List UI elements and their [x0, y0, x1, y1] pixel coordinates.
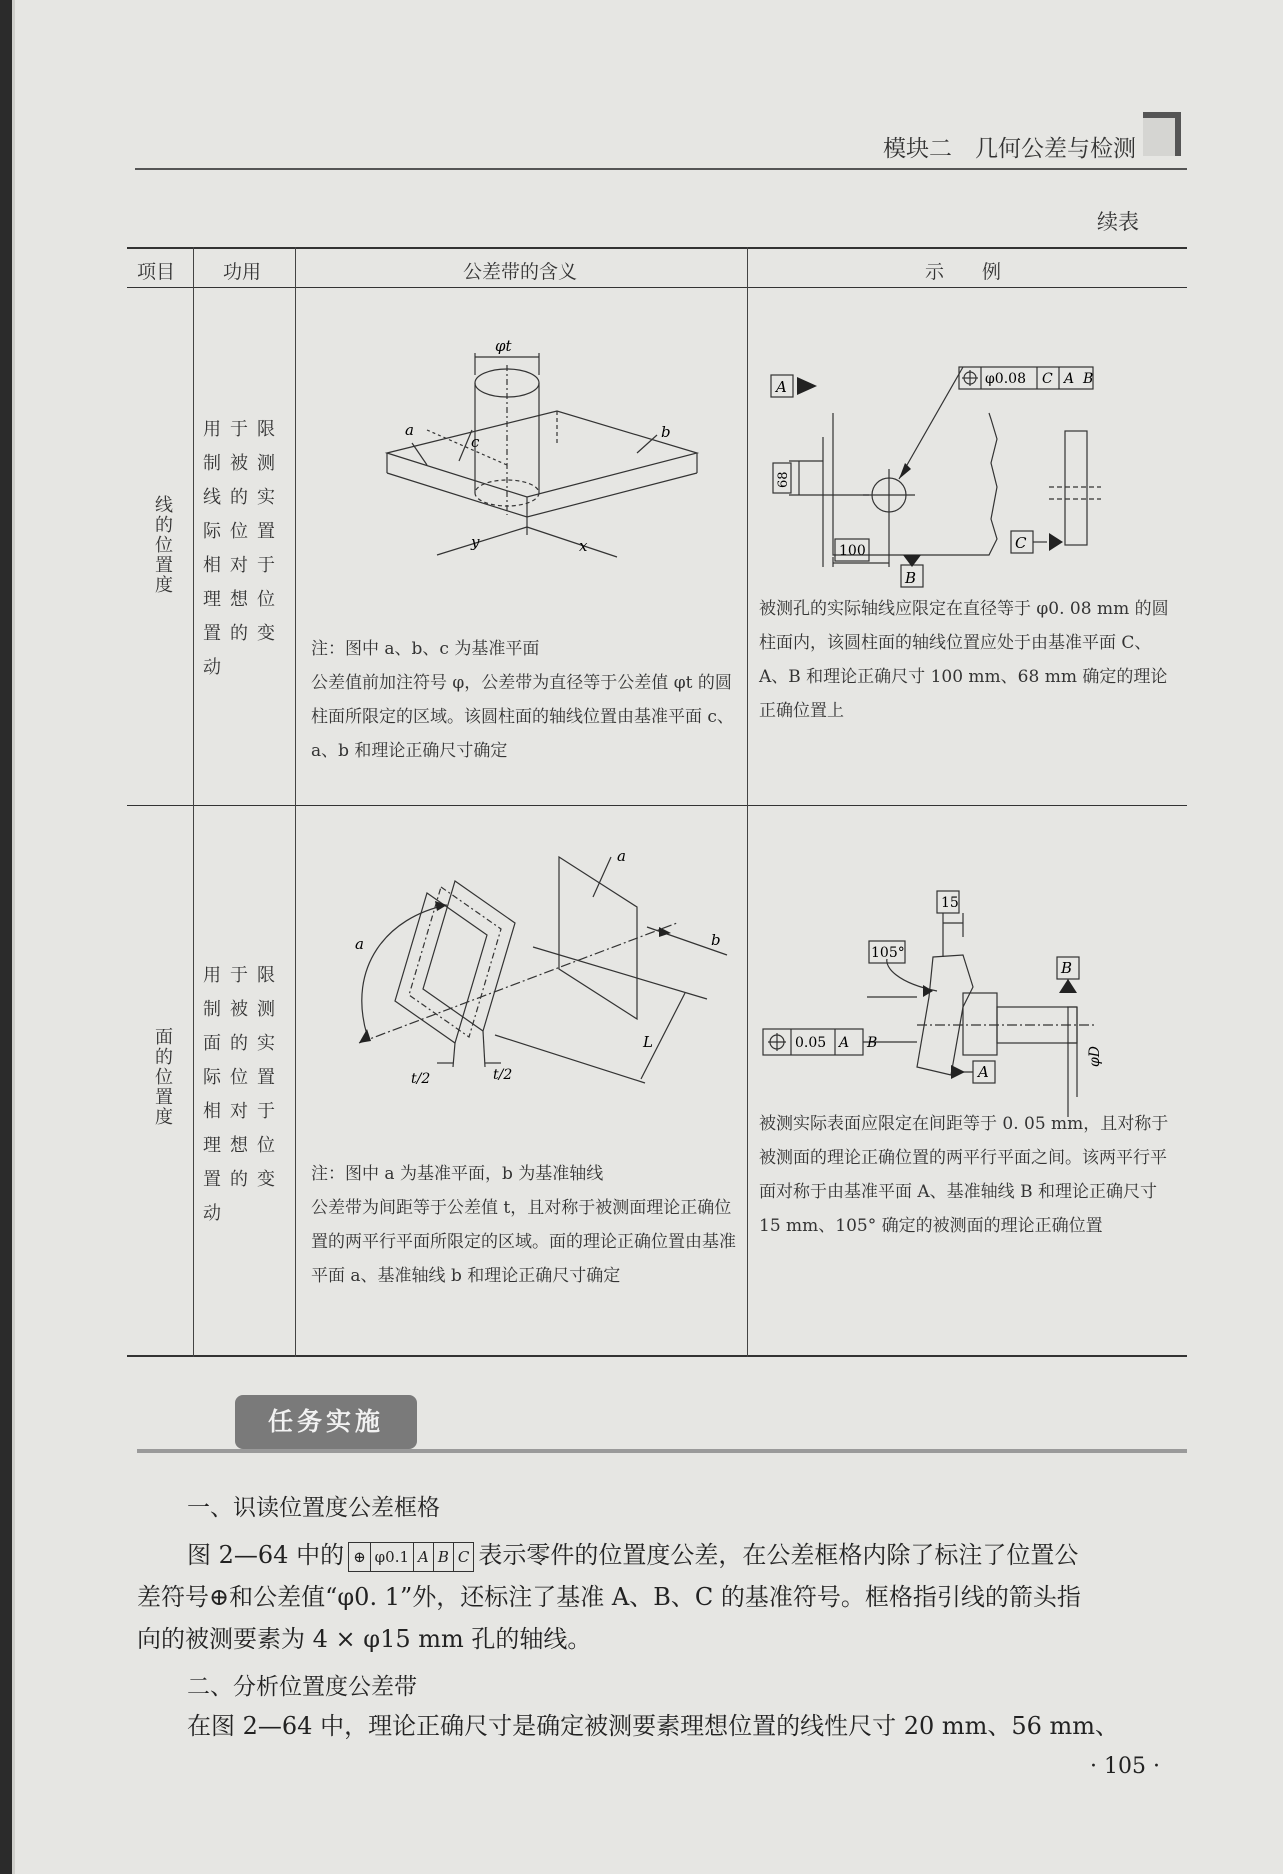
inline-frame-a: A [414, 1543, 434, 1571]
plane-zone-diagram [307, 847, 737, 1087]
datum-c-label: C [1015, 534, 1027, 552]
label-y: y [471, 533, 480, 551]
th-example: 示 例 [925, 261, 1002, 283]
header-rule [135, 168, 1187, 170]
dim-15: 15 [941, 895, 959, 911]
heading-analyze-zone: 二、分析位置度公差带 [187, 1674, 417, 1700]
section-band-rule [137, 1449, 1187, 1453]
inline-frame-value: φ0.1 [371, 1543, 414, 1571]
inline-tolerance-frame [348, 1542, 474, 1572]
col-divider-1 [193, 247, 194, 1357]
row2-function: 用于限制被测面的实际位置相对于理想位置的变动 [203, 965, 284, 1224]
row2-example-text: 被测实际表面应限定在间距等于 0. 05 mm，且对称于被测面的理论正确位置的两平行平面之间。该两平行平面对称于由基准平面 A、基准轴线 B 和理论正确尺寸 15 mm、105° 确定的被测面的理论正确位置 [759, 1114, 1169, 1236]
p1-text-b: 表示零件的位置度公差，在公差框格内除了标注了位置公 [478, 1541, 1079, 1569]
datum-a-label: A [776, 378, 787, 396]
label-t2-right: t/2 [493, 1067, 513, 1083]
dim-100: 100 [839, 543, 866, 559]
th-function: 功用 [223, 261, 262, 283]
table-row-divider [127, 805, 1187, 806]
row2-item: 面的位置度 [152, 1027, 173, 1127]
datum-b-label: B [905, 569, 917, 587]
label-c: c [471, 433, 480, 451]
row1-item: 线的位置度 [152, 495, 173, 595]
label-a-arc: a [355, 935, 364, 953]
p1-text-d: 向的被测要素为 4 × φ15 mm 孔的轴线。 [137, 1625, 592, 1653]
label-t2-left: t/2 [411, 1071, 431, 1087]
continued-label: 续表 [1097, 210, 1139, 234]
hole-position-example [763, 367, 1183, 587]
inline-frame-b: B [434, 1543, 454, 1571]
paragraph-2: 在图 2—64 中，理论正确尺寸是确定被测要素理想位置的线性尺寸 20 mm、56 mm、 [187, 1712, 1120, 1740]
row1-example-text: 被测孔的实际轴线应限定在直径等于 φ0. 08 mm 的圆柱面内，该圆柱面的轴线位置应处于由基准平面 C、A、B 和理论正确尺寸 100 mm、68 mm 确定的理论正确位置上 [759, 599, 1169, 721]
label-x: x [579, 537, 588, 555]
table-bottom-rule [127, 1355, 1187, 1357]
paragraph-1-line-1 [187, 1534, 1187, 1576]
frame-value: 0.05 [795, 1035, 827, 1051]
label-a: a [405, 421, 414, 439]
col-divider-3 [747, 247, 748, 1357]
angle-105: 105° [871, 945, 905, 961]
frame-b: B [867, 1035, 878, 1051]
page-number: · 105 · [1090, 1754, 1160, 1779]
label-a-top: a [617, 847, 626, 865]
inline-frame-c: C [457, 1547, 470, 1566]
book-page [12, 0, 1283, 1874]
row1-meaning: 公差值前加注符号 φ，公差带为直径等于公差值 φt 的圆柱面所限定的区域。该圆柱面的轴线位置由基准平面 c、a、b 和理论正确尺寸确定 [311, 673, 734, 761]
inline-frame-symbol: ⊕ [349, 1543, 371, 1571]
row1-function: 用于限制被测线的实际位置相对于理想位置的变动 [203, 419, 284, 678]
frame-value: φ0.08 [985, 371, 1026, 387]
cylinder-zone-diagram [367, 335, 727, 615]
running-head: 模块二 几何公差与检测 [883, 136, 1136, 162]
row1-note: 注：图中 a、b、c 为基准平面 [311, 639, 540, 659]
label-b: b [661, 423, 671, 441]
p1-text-c: 差符号⊕和公差值“φ0. 1”外，还标注了基准 A、B、C 的基准符号。框格指引线的箭头指 [137, 1583, 1081, 1611]
frame-b: B [1083, 371, 1094, 387]
label-L: L [643, 1033, 653, 1051]
frame-a: A [839, 1035, 850, 1051]
phi-d: φD [1087, 1045, 1103, 1067]
p1-text-a: 图 2—64 中的 [187, 1541, 345, 1569]
heading-read-frame: 一、识读位置度公差框格 [187, 1495, 440, 1521]
table-header-rule [127, 287, 1187, 288]
dim-68: 68 [776, 471, 791, 488]
chapter-corner-mark [1143, 112, 1181, 156]
datum-b-label: B [1061, 959, 1073, 977]
table-top-rule [127, 247, 1187, 249]
th-item: 项目 [137, 261, 176, 283]
label-phi-t: φt [495, 337, 512, 355]
th-meaning: 公差带的含义 [463, 261, 578, 283]
section-band-title: 任务实施 [235, 1395, 417, 1449]
row2-meaning: 公差带为间距等于公差值 t，且对称于被测面理论正确位置的两平行平面所限定的区域。面的理论正确位置由基准平面 a、基准轴线 b 和理论正确尺寸确定 [311, 1198, 736, 1286]
frame-c: C [1042, 371, 1053, 387]
position-tolerance-table [127, 247, 1187, 1357]
datum-a-label: A [978, 1063, 989, 1081]
frame-a: A [1064, 371, 1075, 387]
surface-position-example [767, 887, 1177, 1102]
label-b: b [711, 931, 721, 949]
col-divider-2 [295, 247, 296, 1357]
row2-note: 注：图中 a 为基准平面，b 为基准轴线 [311, 1164, 604, 1184]
